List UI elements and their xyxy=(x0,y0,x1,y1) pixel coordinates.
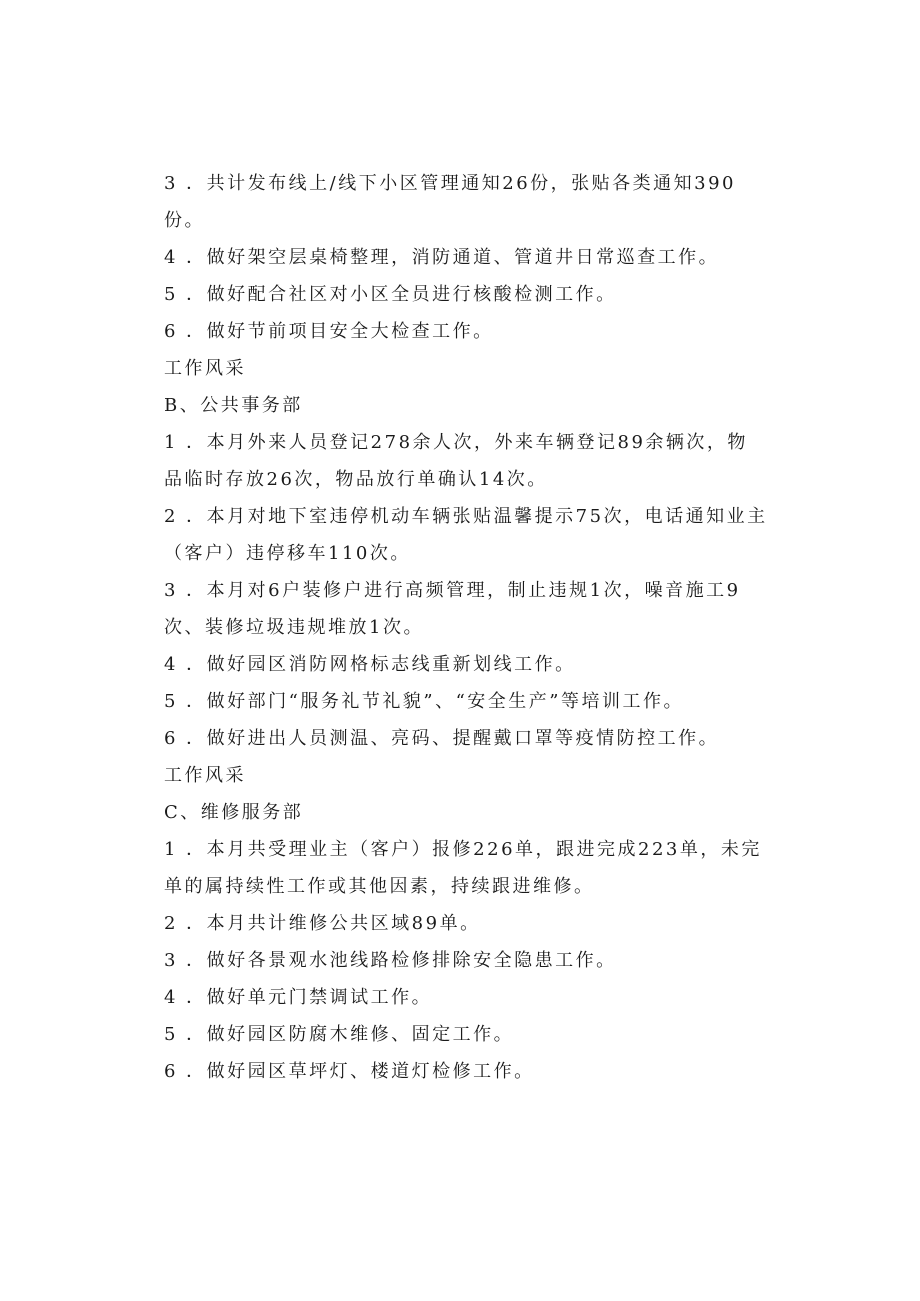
paragraph-line: 6 ．做好园区草坪灯、楼道灯检修工作。 xyxy=(164,1061,535,1082)
paragraph-line: 4 ．做好单元门禁调试工作。 xyxy=(164,987,433,1008)
document-body xyxy=(164,165,768,1090)
paragraph-line: 1 ．本月外来人员登记278余人次，外来车辆登记89余辆次，物 xyxy=(164,432,748,453)
paragraph-line: 3 ．共计发布线上/线下小区管理通知26份，张贴各类通知390 xyxy=(164,173,736,194)
paragraph-line: 5 ．做好部门“服务礼节礼貌”、“安全生产”等培训工作。 xyxy=(164,691,684,712)
paragraph-line: 4 ．做好架空层桌椅整理，消防通道、管道井日常巡查工作。 xyxy=(164,247,720,268)
paragraph-line: 2 ．本月对地下室违停机动车辆张贴温馨提示75次，电话通知业主 xyxy=(164,506,768,527)
section-caption: 工作风采 xyxy=(164,358,246,379)
paragraph-line: 5 ．做好配合社区对小区全员进行核酸检测工作。 xyxy=(164,284,617,305)
section-heading: B、公共事务部 xyxy=(164,395,303,416)
paragraph-line: 单的属持续性工作或其他因素，持续跟进维修。 xyxy=(164,876,595,897)
paragraph-line: 份。 xyxy=(164,210,205,231)
paragraph-line: 6 ．做好节前项目安全大检查工作。 xyxy=(164,321,494,342)
paragraph-line: 2 ．本月共计维修公共区域89单。 xyxy=(164,913,481,934)
paragraph-line: 1 ．本月共受理业主（客户）报修226单，跟进完成223单，未完 xyxy=(164,839,762,860)
section-heading: C、维修服务部 xyxy=(164,802,304,823)
paragraph-line: 3 ．本月对6户装修户进行高频管理，制止违规1次，噪音施工9 xyxy=(164,580,741,601)
paragraph-line: 次、装修垃圾违规堆放1次。 xyxy=(164,617,424,638)
paragraph-line: 3 ．做好各景观水池线路检修排除安全隐患工作。 xyxy=(164,950,617,971)
section-caption: 工作风采 xyxy=(164,765,246,786)
paragraph-line: （客户）违停移车110次。 xyxy=(164,543,411,564)
paragraph-line: 品临时存放26次，物品放行单确认14次。 xyxy=(164,469,548,490)
paragraph-line: 4 ．做好园区消防网格标志线重新划线工作。 xyxy=(164,654,576,675)
paragraph-line: 5 ．做好园区防腐木维修、固定工作。 xyxy=(164,1024,515,1045)
paragraph-line: 6 ．做好进出人员测温、亮码、提醒戴口罩等疫情防控工作。 xyxy=(164,728,720,749)
